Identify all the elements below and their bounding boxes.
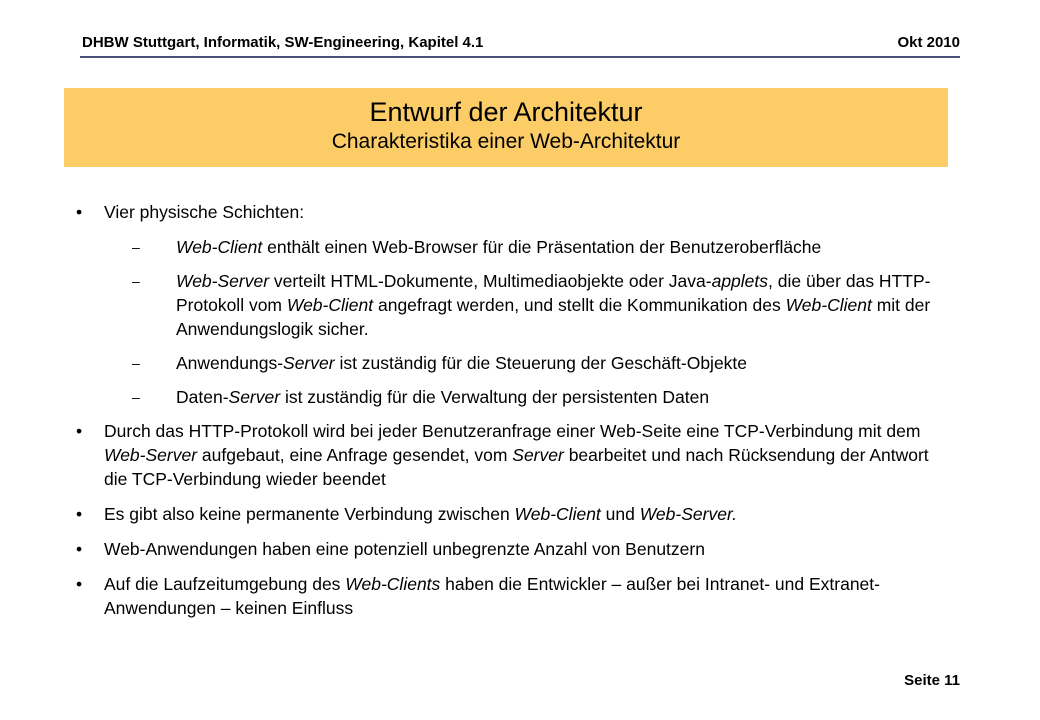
term-server: Server — [512, 445, 564, 465]
slide-content — [76, 200, 956, 631]
sub-bullet-text: enthält einen Web-Browser für die Präsentation der Benutzeroberfläche — [262, 237, 822, 257]
term-server: Server — [228, 387, 281, 407]
bullet-icon: • — [76, 539, 83, 559]
sub-bullet-text: ist zuständig für die Verwaltung der persistenten Daten — [280, 387, 710, 407]
sub-bullet-text: , die über das HTTP-Protokoll vom — [176, 271, 931, 315]
sub-bullet-text: ist zuständig für die Steuerung der Geschäft-Objekte — [334, 353, 748, 373]
sub-bullet-item — [76, 385, 956, 409]
bullet-text: Web-Anwendungen haben eine potenziell unbegrenzte Anzahl von Benutzern — [104, 539, 705, 559]
sub-bullet-item — [76, 351, 956, 375]
term-web-server: Web-Server. — [639, 504, 737, 524]
dash-icon: – — [132, 273, 140, 289]
bullet-text: aufgebaut, eine Anfrage gesendet, vom — [197, 445, 513, 465]
slide-header — [82, 34, 960, 54]
title-box — [64, 88, 948, 167]
page-number: Seite 11 — [904, 672, 960, 689]
bullet-icon: • — [76, 574, 83, 594]
slide-title: Entwurf der Architektur — [369, 97, 643, 127]
term-web-client: Web-Client — [286, 295, 374, 315]
bullet-item — [76, 200, 956, 224]
term-web-client: Web-Client — [514, 504, 601, 524]
bullet-text: Es gibt also keine permanente Verbindung zwischen — [104, 504, 515, 524]
bullet-item — [76, 537, 956, 561]
sub-bullet-text: Anwendungs- — [176, 353, 284, 373]
term-web-clients: Web-Clients — [345, 574, 441, 594]
bullet-text: Auf die Laufzeitumgebung des — [104, 574, 346, 594]
sub-bullet-text: mit der Anwendungslogik sicher. — [176, 295, 931, 339]
term-web-client: Web-Client — [785, 295, 872, 315]
bullet-item — [76, 572, 956, 620]
dash-icon: – — [132, 239, 140, 255]
bullet-text: Vier physische Schichten: — [104, 202, 305, 222]
header-date: Okt 2010 — [897, 34, 960, 51]
bullet-icon: • — [76, 421, 83, 441]
bullet-text: bearbeitet und nach Rücksendung der Antwort die TCP-Verbindung wieder beendet — [104, 445, 929, 489]
dash-icon: – — [132, 389, 140, 405]
bullet-item — [76, 502, 956, 526]
header-course: DHBW Stuttgart, Informatik, SW-Engineering, Kapitel 4.1 — [82, 34, 484, 51]
term-web-client: Web-Client — [176, 237, 263, 257]
term-server: Server — [283, 353, 335, 373]
term-web-server: Web-Server — [176, 271, 270, 291]
sub-bullet-text: Daten- — [176, 387, 229, 407]
term-applets: applets — [711, 271, 769, 291]
sub-bullet-text: angefragt werden, und stellt die Kommunikation des — [373, 295, 786, 315]
dash-icon: – — [132, 355, 140, 371]
bullet-text: Durch das HTTP-Protokoll wird bei jeder Benutzeranfrage einer Web-Seite eine TCP-Verbindung mit dem — [104, 421, 921, 441]
sub-bullet-text: verteilt HTML-Dokumente, Multimediaobjekte oder Java- — [269, 271, 712, 291]
term-web-server: Web-Server — [104, 445, 198, 465]
header-rule — [80, 56, 960, 58]
bullet-icon: • — [76, 504, 83, 524]
bullet-text: und — [600, 504, 640, 524]
slide-subtitle: Charakteristika einer Web-Architektur — [331, 130, 681, 153]
bullet-item — [76, 419, 956, 491]
sub-bullet-item — [76, 269, 956, 341]
bullet-text: haben die Entwickler – außer bei Intranet- und Extranet-Anwendungen – keinen Einfluss — [104, 574, 880, 618]
sub-bullet-item — [76, 235, 956, 259]
bullet-icon: • — [76, 202, 83, 222]
